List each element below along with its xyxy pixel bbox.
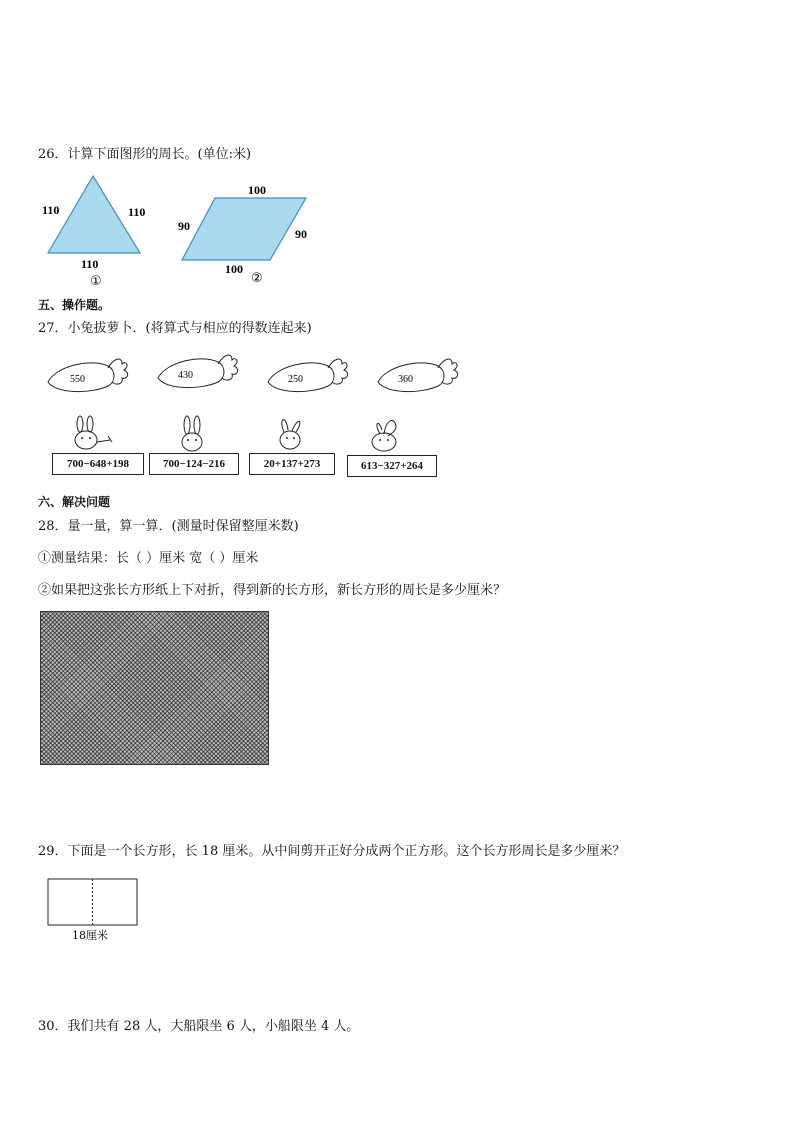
question-30-text: 30．我们共有 28 人，大船限坐 6 人，小船限坐 4 人。 [38, 1019, 360, 1034]
triangle-left-label: 110 [42, 203, 60, 217]
parallelogram-bottom-label: 100 [225, 262, 243, 276]
carrot-value: 360 [398, 374, 413, 385]
rabbit-icon [75, 416, 112, 449]
triangle-bottom-label: 110 [81, 257, 99, 271]
carrot-icon [48, 359, 128, 392]
parallelogram-top-label: 100 [248, 183, 266, 197]
section-5-heading: 五、操作题。 [38, 298, 111, 312]
carrot-icon [378, 359, 458, 392]
rabbit-icon [280, 420, 300, 449]
rabbit-row [40, 414, 460, 454]
equation-box: 700−648+198 [52, 453, 144, 475]
carrot-icon [158, 355, 238, 388]
figure-2-marker: ② [251, 271, 263, 286]
question-27-text: 27．小兔拔萝卜．(将算式与相应的得数连起来) [38, 321, 312, 336]
equation-box: 613−327+264 [347, 455, 437, 477]
triangle-right-label: 110 [128, 205, 146, 219]
triangle-shape [48, 176, 140, 253]
carrot-row [40, 346, 460, 406]
equation-box: 20+137+273 [249, 453, 335, 475]
figure-1-marker: ① [90, 274, 102, 289]
question-28-text: 28．量一量，算一算．(测量时保留整厘米数) [38, 519, 299, 534]
parallelogram-shape [182, 198, 306, 260]
carrot-value: 430 [178, 370, 193, 381]
question-28-line-2: ②如果把这张长方形纸上下对折，得到新的长方形，新长方形的周长是多少厘米？ [38, 583, 507, 598]
carrot-value: 550 [70, 374, 85, 385]
carrot-value: 250 [288, 374, 303, 385]
rabbit-icon [182, 416, 202, 451]
carrot-icon [268, 359, 348, 392]
question-29-text: 29．下面是一个长方形，长 18 厘米。从中间剪开正好分成两个正方形。这个长方形周长是多少厘米？ [38, 844, 626, 859]
question-26-figures [30, 168, 330, 290]
section-6-heading: 六、解决问题 [38, 495, 111, 509]
parallelogram-left-label: 90 [178, 219, 190, 233]
rabbit-icon [372, 420, 396, 451]
split-rectangle-figure [44, 876, 144, 946]
question-28-line-1: ①测量结果：长（ ）厘米 宽（ ）厘米 [38, 551, 259, 566]
parallelogram-right-label: 90 [295, 227, 307, 241]
question-26-text: 26．计算下面图形的周长。(单位:米) [38, 147, 252, 162]
hatched-rectangle [40, 611, 269, 765]
equation-box: 700−124−216 [149, 453, 239, 475]
rectangle-length-label: 18厘米 [72, 929, 108, 942]
